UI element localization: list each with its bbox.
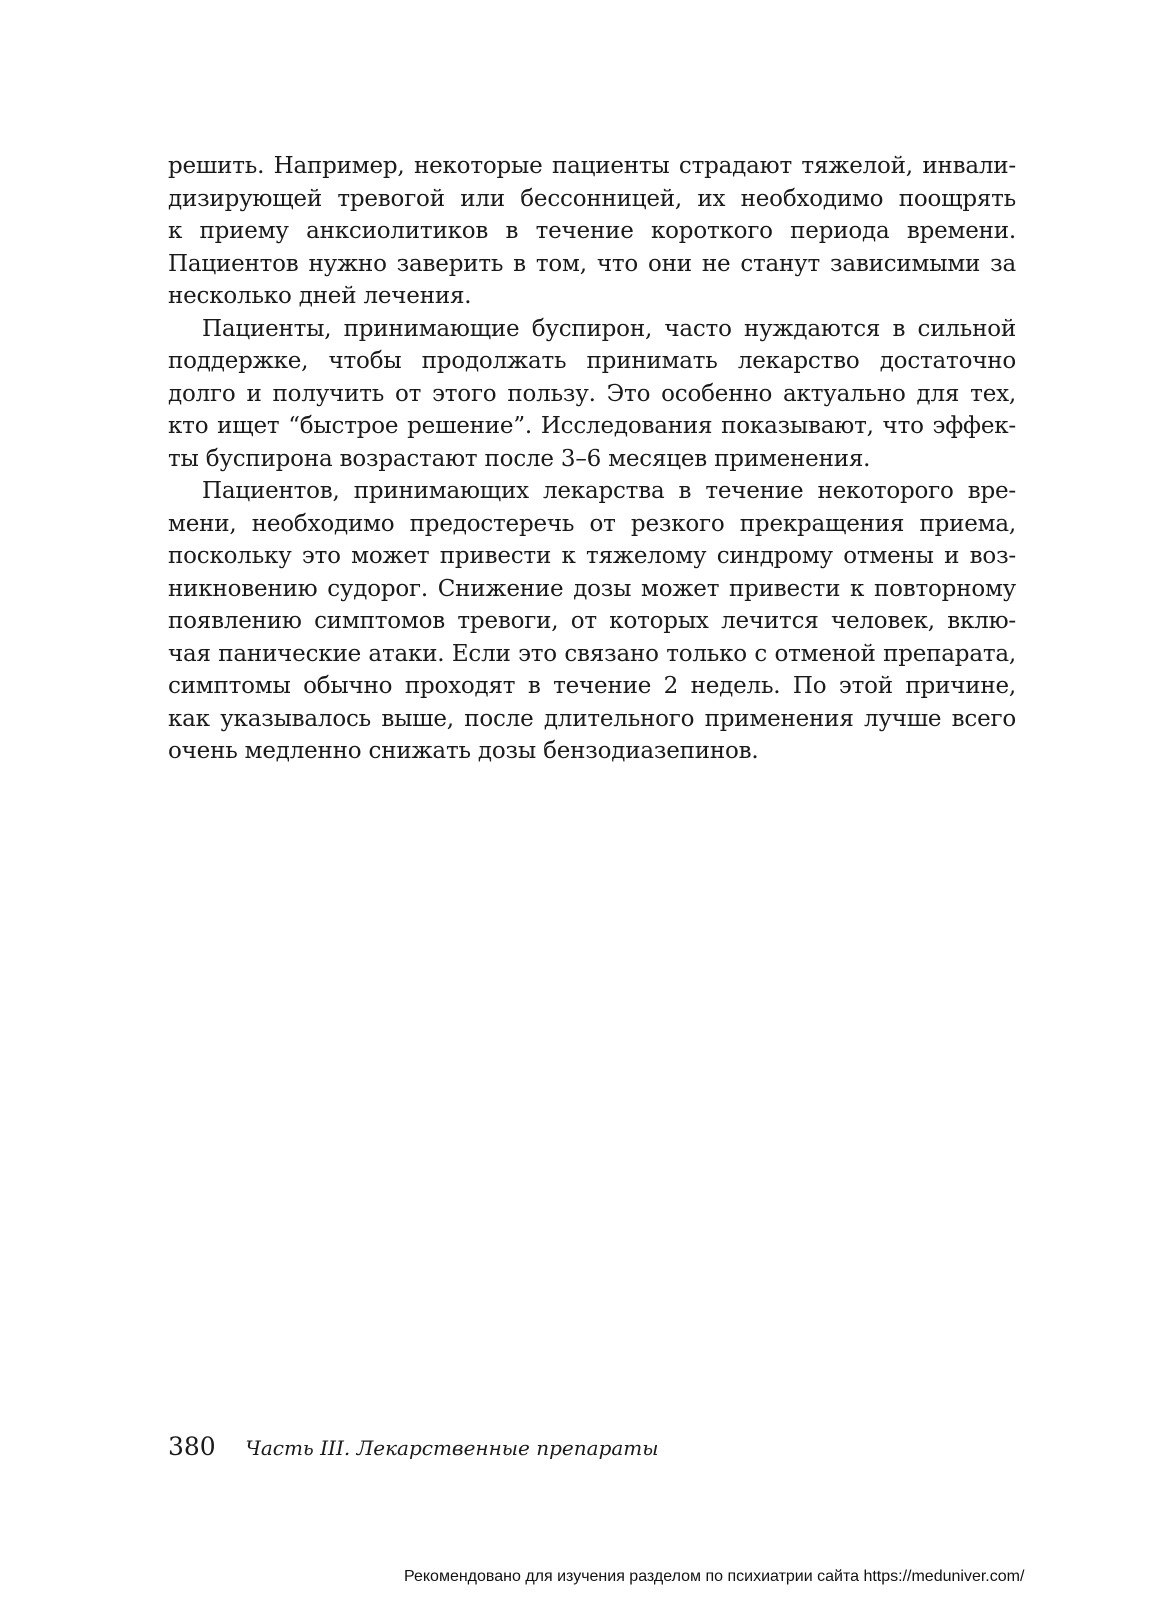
paragraph	[168, 313, 1016, 476]
text-line: Пациенты, принимающие буспирон, часто нуждаются в сильной	[202, 315, 1016, 342]
text-line: к приему анксиолитиков в течение короткого периода времени.	[168, 218, 1016, 244]
text-line: очень медленно снижать дозы бензодиазепинов.	[168, 738, 759, 764]
text-line: как указывалось выше, после длительного применения лучше всего	[168, 705, 1016, 732]
text-line: Пациентов нужно заверить в том, что они не станут зависимыми за	[168, 250, 1016, 277]
text-line: Пациентов, принимающих лекарства в течение некоторого вре-	[202, 478, 1016, 504]
text-line: никновению судорог. Снижение дозы может привести к повторному	[168, 575, 1016, 602]
text-line: решить. Например, некоторые пациенты страдают тяжелой, инвали-	[168, 153, 1016, 179]
text-line: мени, необходимо предостеречь от резкого прекращения приема,	[168, 510, 1016, 537]
page-number: 380	[168, 1432, 216, 1461]
text-line: чая панические атаки. Если это связано только с отменой препарата,	[168, 640, 1016, 667]
text-line: ты буспирона возрастают после 3–6 месяцев применения.	[168, 445, 871, 472]
text-line: поддержке, чтобы продолжать принимать лекарство достаточно	[168, 348, 1016, 374]
text-line: поскольку это может привести к тяжелому синдрому отмены и воз-	[168, 543, 1016, 569]
page-footer	[168, 1432, 659, 1461]
text-line: симптомы обычно проходят в течение 2 недель. По этой причине,	[168, 673, 1016, 699]
text-line: кто ищет “быстрое решение”. Исследования показывают, что эффек-	[168, 413, 1016, 439]
text-line: дизирующей тревогой или бессонницей, их необходимо поощрять	[168, 185, 1016, 212]
paragraph	[168, 150, 1016, 313]
text-line: долго и получить от этого пользу. Это особенно актуально для тех,	[168, 380, 1016, 407]
watermark-text: Рекомендовано для изучения разделом по психиатрии сайта https://meduniver.com/	[404, 1568, 1025, 1585]
paragraph	[168, 475, 1016, 768]
body-text	[168, 150, 1016, 768]
running-head: Часть III. Лекарственные препараты	[245, 1436, 659, 1460]
text-line: несколько дней лечения.	[168, 283, 472, 309]
text-line: появлению симптомов тревоги, от которых лечится человек, вклю-	[168, 608, 1016, 634]
